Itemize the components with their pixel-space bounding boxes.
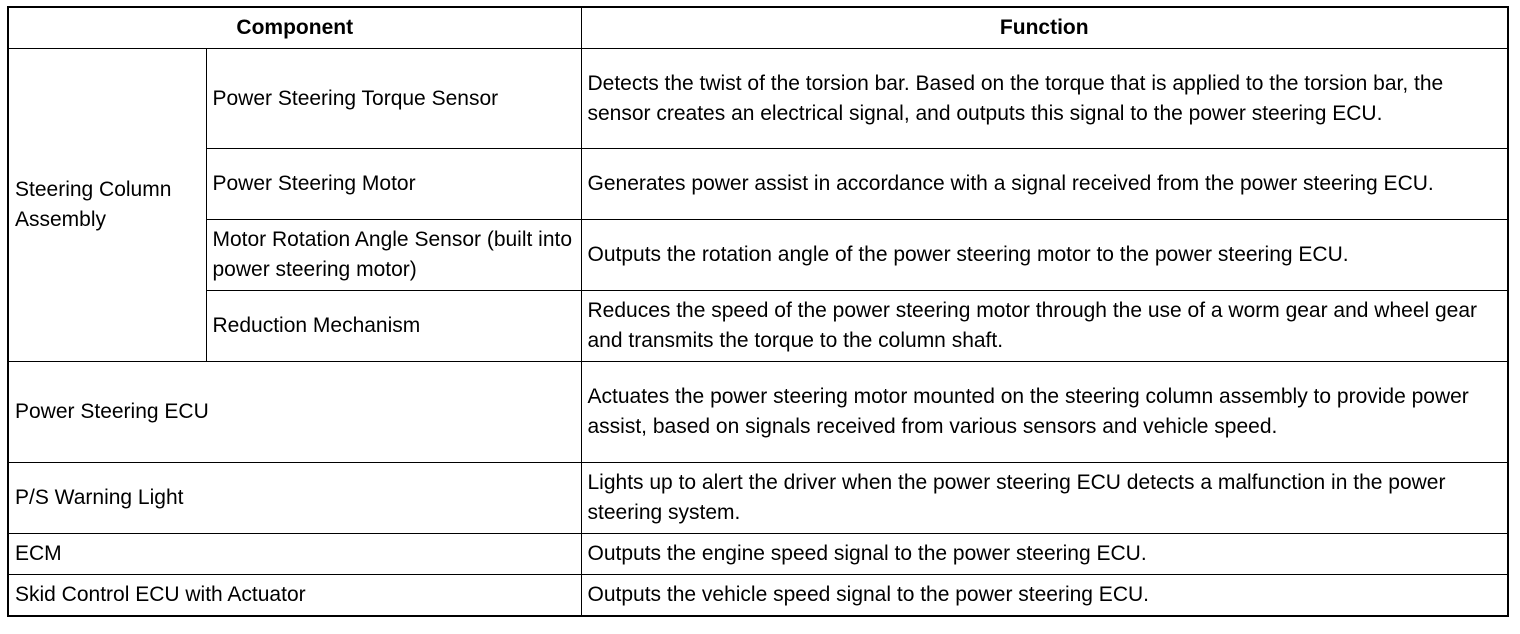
header-row (8, 7, 1508, 49)
table-row (8, 534, 1508, 575)
function-cell: Outputs the engine speed signal to the power steering ECU. (581, 534, 1508, 575)
group-label-steering-column-assembly: Steering Column Assembly (8, 49, 206, 362)
function-cell: Detects the twist of the torsion bar. Based on the torque that is applied to the torsion bar, the sensor creates an electrical signal, and outputs this signal to the power steering ECU. (581, 49, 1508, 149)
table-row (8, 220, 1508, 291)
component-cell: Motor Rotation Angle Sensor (built into power steering motor) (206, 220, 581, 291)
table-row (8, 149, 1508, 220)
function-cell: Generates power assist in accordance with a signal received from the power steering ECU. (581, 149, 1508, 220)
function-cell: Lights up to alert the driver when the power steering ECU detects a malfunction in the power steering system. (581, 463, 1508, 534)
component-function-table (7, 6, 1509, 617)
component-cell: Power Steering Torque Sensor (206, 49, 581, 149)
function-cell: Outputs the vehicle speed signal to the power steering ECU. (581, 575, 1508, 617)
component-cell: ECM (8, 534, 581, 575)
function-cell: Actuates the power steering motor mounted on the steering column assembly to provide power assist, based on signals received from various sensors and vehicle speed. (581, 362, 1508, 463)
table-row (8, 49, 1508, 149)
component-cell: Skid Control ECU with Actuator (8, 575, 581, 617)
component-cell: Power Steering Motor (206, 149, 581, 220)
component-cell: Power Steering ECU (8, 362, 581, 463)
component-cell: Reduction Mechanism (206, 291, 581, 362)
table-row (8, 575, 1508, 617)
table-row (8, 463, 1508, 534)
header-function: Function (581, 7, 1508, 49)
component-cell: P/S Warning Light (8, 463, 581, 534)
function-cell: Outputs the rotation angle of the power steering motor to the power steering ECU. (581, 220, 1508, 291)
table-row (8, 291, 1508, 362)
table-row (8, 362, 1508, 463)
header-component: Component (8, 7, 581, 49)
function-cell: Reduces the speed of the power steering motor through the use of a worm gear and wheel gear and transmits the torque to the column shaft. (581, 291, 1508, 362)
